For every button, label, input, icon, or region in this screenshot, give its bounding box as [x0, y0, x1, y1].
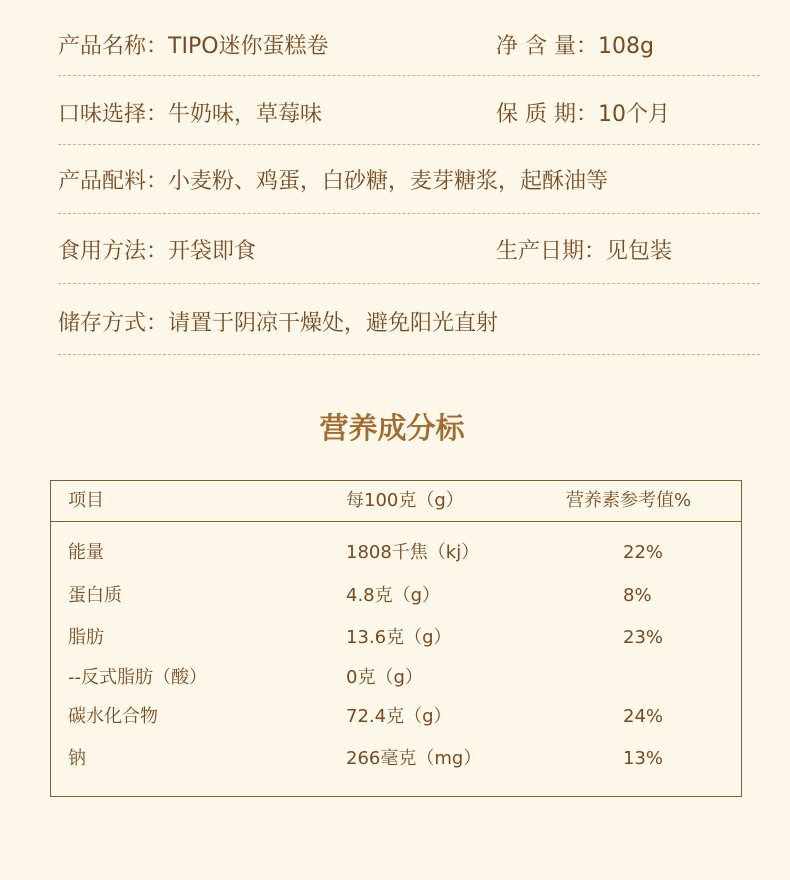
flavor-label: 口味选择： — [58, 102, 169, 127]
nutrient-name: 蛋白质 — [68, 585, 122, 606]
nutrition-table — [50, 480, 742, 797]
nutrient-amount: 13.6克（g） — [346, 627, 452, 648]
product-name-label: 产品名称： — [58, 34, 169, 59]
info-row-storage — [58, 307, 760, 341]
ingredients-field — [58, 165, 608, 199]
net-weight-value: 108g — [598, 34, 654, 59]
header-item: 项目 — [68, 490, 104, 511]
table-row — [51, 623, 741, 653]
table-row — [51, 744, 741, 774]
table-header — [51, 481, 741, 522]
divider — [58, 75, 760, 76]
storage-value: 请置于阴凉干燥处，避免阳光直射 — [168, 311, 499, 336]
divider — [58, 283, 760, 284]
divider — [58, 144, 760, 145]
shelf-life-field — [496, 98, 670, 132]
storage-label: 储存方式： — [58, 311, 169, 336]
product-name-value: TIPO迷你蛋糕卷 — [168, 34, 329, 59]
table-row — [51, 702, 741, 732]
nutrient-amount: 266毫克（mg） — [346, 748, 482, 769]
nutrient-amount: 4.8克（g） — [346, 585, 441, 606]
header-per-100g: 每100克（g） — [346, 490, 464, 511]
nutrient-amount: 0克（g） — [346, 667, 423, 688]
flavor-field — [58, 98, 322, 132]
nutrient-nrv: 8% — [623, 585, 652, 606]
info-row-name — [58, 30, 760, 64]
table-row — [51, 581, 741, 611]
nutrient-name: --反式脂肪（酸） — [68, 667, 207, 688]
nutrient-nrv: 24% — [623, 706, 664, 727]
info-row-ingredients — [58, 165, 760, 199]
info-row-usage — [58, 235, 760, 269]
usage-value: 开袋即食 — [168, 239, 257, 264]
shelf-life-label: 保 质 期： — [496, 102, 598, 127]
storage-field — [58, 307, 498, 341]
shelf-life-value: 10个月 — [598, 102, 670, 127]
divider — [58, 354, 760, 355]
info-row-flavor — [58, 98, 760, 132]
ingredients-value: 小麦粉、鸡蛋，白砂糖，麦芽糖浆，起酥油等 — [168, 169, 609, 194]
table-row — [51, 538, 741, 568]
nutrient-name: 钠 — [68, 748, 86, 769]
nutrient-amount: 72.4克（g） — [346, 706, 452, 727]
nutrient-amount: 1808千焦（kj） — [346, 542, 480, 563]
usage-field — [58, 235, 256, 269]
nutrient-name: 脂肪 — [68, 627, 104, 648]
production-date-label: 生产日期： — [496, 239, 607, 264]
table-row — [51, 663, 741, 693]
nutrition-title: 营养成分标 — [319, 411, 465, 445]
net-weight-field — [496, 30, 654, 64]
nutrient-name: 能量 — [68, 542, 104, 563]
header-nrv: 营养素参考值% — [566, 490, 692, 511]
production-date-value: 见包装 — [606, 239, 673, 264]
net-weight-label: 净 含 量： — [496, 34, 598, 59]
nutrient-nrv: 23% — [623, 627, 664, 648]
nutrient-name: 碳水化合物 — [68, 706, 158, 727]
product-name-field — [58, 30, 329, 64]
divider — [58, 213, 760, 214]
ingredients-label: 产品配料： — [58, 169, 169, 194]
production-date-field — [496, 235, 672, 269]
usage-label: 食用方法： — [58, 239, 169, 264]
nutrient-nrv: 13% — [623, 748, 664, 769]
nutrient-nrv: 22% — [623, 542, 664, 563]
flavor-value: 牛奶味，草莓味 — [168, 102, 323, 127]
